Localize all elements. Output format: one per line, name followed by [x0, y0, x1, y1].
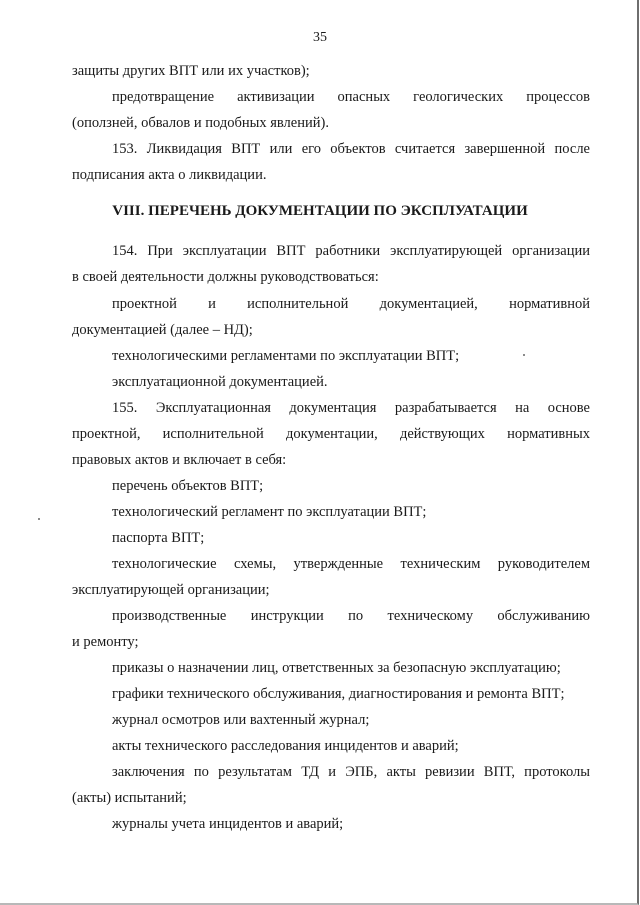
text-line: журнал осмотров или вахтенный журнал;: [112, 712, 370, 728]
text-line: перечень объектов ВПТ;: [112, 478, 264, 494]
text-line: подписания акта о ликвидации.: [72, 167, 267, 183]
text-line: акты технического расследования инцидентов и аварий;: [112, 738, 459, 754]
text-line: эксплуатирующей организации;: [72, 582, 270, 598]
list-item: [72, 525, 590, 551]
page-number: 35: [313, 30, 327, 45]
text-line: 155. Эксплуатационная документация разрабатывается на основе: [112, 400, 590, 416]
text-line: производственные инструкции по техническому обслуживанию: [112, 608, 590, 624]
text-line: проектной, исполнительной документации, действующих нормативных: [72, 426, 590, 442]
paragraph-continuation: [72, 58, 590, 84]
text-line: правовых актов и включает в себя:: [72, 452, 287, 468]
paragraph-geological: [72, 84, 590, 136]
text-line: технологический регламент по эксплуатации ВПТ;: [112, 504, 427, 520]
list-item: [72, 681, 590, 707]
paragraph-154: [72, 238, 590, 290]
text-line: журналы учета инцидентов и аварий;: [112, 816, 344, 832]
list-item: [72, 473, 590, 499]
list-item: [72, 759, 590, 811]
text-line: защиты других ВПТ или их участков);: [72, 63, 310, 79]
text-line: проектной и исполнительной документацией, нормативной: [112, 296, 590, 312]
section-heading: VIII. ПЕРЕЧЕНЬ ДОКУМЕНТАЦИИ ПО ЭКСПЛУАТАЦИИ: [112, 203, 528, 219]
list-item: [72, 291, 590, 343]
text-line: предотвращение активизации опасных геологических процессов: [112, 89, 590, 105]
text-line: и ремонту;: [72, 634, 139, 650]
text-line: в своей деятельности должны руководствоваться:: [72, 269, 379, 285]
list-item: [72, 733, 590, 759]
list-item: [72, 551, 590, 603]
paragraph-153: [72, 136, 590, 188]
text-line: (оползней, обвалов и подобных явлений).: [72, 115, 329, 131]
list-item: [72, 369, 590, 395]
text-line: 153. Ликвидация ВПТ или его объектов считается завершенной после: [112, 141, 590, 157]
list-item: [72, 655, 590, 681]
scan-speck: [523, 354, 525, 356]
list-item: [72, 707, 590, 733]
text-line: технологическими регламентами по эксплуатации ВПТ;: [112, 348, 460, 364]
text-line: технологические схемы, утвержденные техническим руководителем: [112, 556, 590, 572]
text-line: приказы о назначении лиц, ответственных за безопасную эксплуатацию;: [112, 660, 561, 676]
text-line: (акты) испытаний;: [72, 790, 187, 806]
text-line: 154. При эксплуатации ВПТ работники эксплуатирующей организации: [112, 243, 590, 259]
list-item: [72, 603, 590, 655]
text-line: графики технического обслуживания, диагностирования и ремонта ВПТ;: [112, 686, 565, 702]
list-item: [72, 499, 590, 525]
list-item: [72, 343, 590, 369]
text-line: паспорта ВПТ;: [112, 530, 205, 546]
text-line: документацией (далее – НД);: [72, 322, 253, 338]
scan-speck: [38, 518, 40, 520]
list-item: [72, 811, 590, 837]
text-line: заключения по результатам ТД и ЭПБ, акты ревизии ВПТ, протоколы: [112, 764, 590, 780]
text-line: эксплуатационной документацией.: [112, 374, 328, 390]
paragraph-155: [72, 395, 590, 473]
